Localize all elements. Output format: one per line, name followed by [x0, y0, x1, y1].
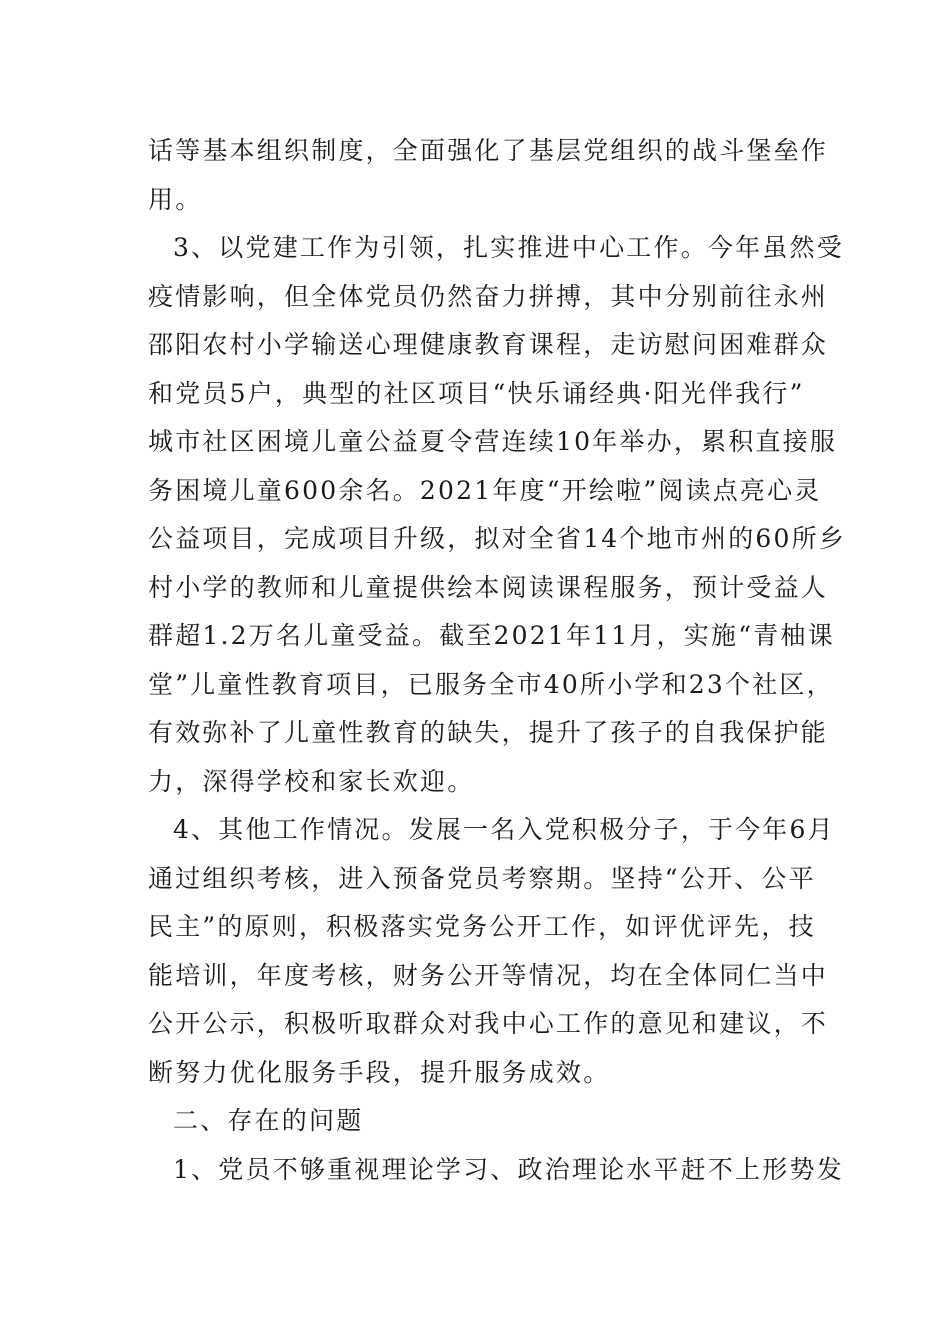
paragraph-line: 有效弥补了儿童性教育的缺失，提升了孩子的自我保护能 [148, 718, 829, 747]
document-body [148, 127, 847, 1194]
paragraph-line: 堂”儿童性教育项目，已服务全市40所小学和23个社区， [148, 669, 834, 699]
paragraph-line: 力，深得学校和家长欢迎。 [148, 766, 475, 796]
paragraph-line: 疫情影响，但全体党员仍然奋力拼搏，其中分别前往永州 [148, 281, 829, 311]
paragraph-line: 话等基本组织制度，全面强化了基层党组织的战斗堡垒作 [148, 136, 829, 165]
paragraph-line: 能培训，年度考核，财务公开等情况，均在全体同仁当中 [148, 960, 829, 990]
paragraph-first-line: 1、党员不够重视理论学习、政治理论水平赶不上形势发 [173, 1154, 844, 1184]
paragraph-line: 通过组织考核，进入预备党员考察期。坚持“公开、公平 [148, 863, 816, 893]
paragraph-line: 村小学的教师和儿童提供绘本阅读课程服务，预计受益人 [148, 572, 829, 602]
paragraph-line: 断努力优化服务手段，提升服务成效。 [148, 1057, 611, 1087]
paragraph-first-line: 4、其他工作情况。发展一名入党积极分子，于今年6月 [173, 815, 835, 844]
section-heading: 二、存在的问题 [173, 1106, 364, 1135]
paragraph-line: 邵阳农村小学输送心理健康教育课程，走访慰问困难群众 [148, 330, 829, 359]
paragraph-line: 公开公示，积极听取群众对我中心工作的意见和建议，不 [148, 1009, 829, 1038]
paragraph-line: 群超1.2万名儿童受益。截至2021年11月，实施“青柚课 [148, 621, 835, 650]
paragraph-line: 用。 [148, 184, 203, 214]
paragraph-line: 务困境儿童600余名。2021年度“开绘啦”阅读点亮心灵 [148, 475, 822, 505]
paragraph-line: 城市社区困境儿童公益夏令营连续10年举办，累积直接服 [148, 427, 838, 456]
paragraph-line: 公益项目，完成项目升级，拟对全省14个地市州的60所乡 [148, 524, 847, 553]
paragraph-line: 民主”的原则，积极落实党务公开工作，如评优评先，技 [148, 912, 816, 941]
paragraph-first-line: 3、以党建工作为引领，扎实推进中心工作。今年虽然受 [173, 233, 844, 262]
paragraph-line: 和党员5户，典型的社区项目“快乐诵经典·阳光伴我行” [148, 378, 805, 408]
